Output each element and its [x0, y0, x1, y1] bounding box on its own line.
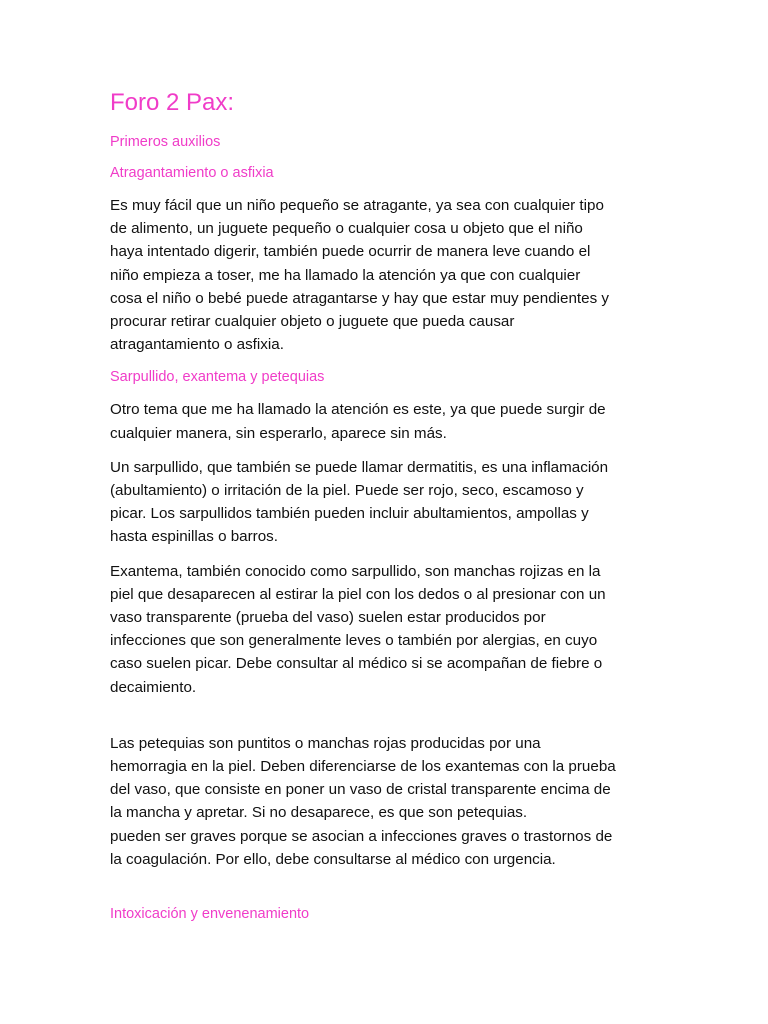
section-heading-first-aid: Primeros auxilios — [110, 134, 221, 150]
blank-line — [110, 710, 658, 732]
paragraph-exanthem: Exantema, también conocido como sarpullido, son manchas rojizas en la piel que desaparecen al estirar la piel con los dedos o al presionar con un vaso transparente (prueba del vaso) suelen estar producidos por infecciones que son generalmente leves o también por alergias, en cuyo caso suelen picar. Debe consultar al médico si se acompañan de fiebre o decaimiento. — [110, 562, 606, 696]
section-heading-rash: Sarpullido, exantema y petequias — [110, 369, 325, 386]
paragraph-petechiae: Las petequias son puntitos o manchas rojas producidas por una hemorragia en la piel. Deben diferenciarse de los exantemas con la prueba del vaso, que consiste en poner un vaso de cristal transparente encima de la mancha y apretar. Si no desaparece, es que son petequias. pueden ser graves porque se asocian a infecciones graves o trastornos de la coagulación. Por ello, debe consultarse al médico con urgencia. — [110, 734, 616, 868]
document-title: Foro 2 Pax: — [110, 89, 235, 116]
paragraph-rash-intro: Otro tema que me ha llamado la atención es este, ya que puede surgir de cualquier manera, sin esperarlo, aparece sin más. — [110, 401, 606, 442]
paragraph-choking: Es muy fácil que un niño pequeño se atragante, ya sea con cualquier tipo de alimento, un juguete pequeño o cualquier cosa u objeto que el niño haya intentado digerir, también puede ocurrir de manera leve cuando el niño empieza a toser, me ha llamado la atención ya que con cualquier cosa el niño o bebé puede atragantarse y hay que estar muy pendientes y procurar retirar cualquier objeto o juguete que pueda causar atragantamiento o asfixia. — [110, 197, 609, 354]
document-page — [110, 86, 658, 935]
blank-line — [110, 882, 658, 904]
section-heading-choking: Atragantamiento o asfixia — [110, 165, 274, 181]
paragraph-rash-definition: Un sarpullido, que también se puede llamar dermatitis, es una inflamación (abultamiento) o irritación de la piel. Puede ser rojo, seco, escamoso y picar. Los sarpullidos también pueden incluir abultamientos, ampollas y hasta espinillas o barros. — [110, 458, 609, 546]
section-heading-poisoning: Intoxicación y envenenamiento — [110, 906, 310, 923]
